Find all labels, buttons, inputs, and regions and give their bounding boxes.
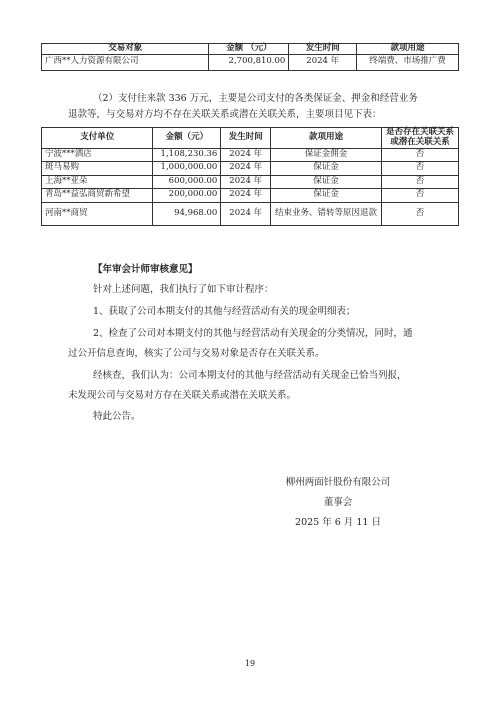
table-cell: 否 [382,175,459,189]
table-header-row [42,44,459,55]
table-cell: 河南**商贸 [42,202,153,225]
table-cell: 200,000.00 [153,189,221,203]
column-header: 交易对象 [42,44,209,55]
table-cell: 宁波***酒店 [42,148,153,162]
table-cell: 2024 年 [221,175,271,189]
payment-table [41,127,459,226]
column-header: 金额（元） [153,128,221,149]
table-cell: 广西**人力资源有限公司 [42,54,209,70]
header-line: 是否存在关联关系 [386,127,455,137]
transaction-table [41,43,459,71]
table-cell: 斑马易购 [42,162,153,176]
table-row [42,189,459,203]
table-cell: 1,108,230.36 [153,148,221,162]
paragraph-line: 退款等，与交易对方均不存在关联关系或潜在关联关系，主要项目见下表： [68,109,382,120]
table-cell: 否 [382,189,459,203]
table-row [42,148,459,162]
closing-text: 特此公告。 [93,411,141,422]
column-header [382,128,459,149]
auditor-opinion-heading: 【年审会计师审核意见】 [93,264,198,275]
table-cell: 保证金 [271,162,382,176]
page-number: 19 [244,659,256,668]
table-cell: 保证金 [271,189,382,203]
table-cell: 否 [382,202,459,225]
table-cell: 2024 年 [289,54,357,70]
column-header: 款项用途 [357,44,459,55]
paragraph-line: 未发现公司与交易对方存在关联关系或潜在关联关系。 [68,390,297,401]
table-cell: 保证金佣金 [271,148,382,162]
table-cell: 2024 年 [221,189,271,203]
table-cell: 94,968.00 [153,202,221,225]
signature-board: 董事会 [323,497,353,508]
table-cell: 上海**亚朵 [42,175,153,189]
column-header: 发生时间 [221,128,271,149]
paragraph-line: （2）支付往来款 336 万元，主要是公司支付的各类保证金、押金和经营业务 [93,93,418,104]
column-header: 支付单位 [42,128,153,149]
column-header: 款项用途 [271,128,382,149]
paragraph-line: 经核查，我们认为：公司本期支付的其他与经营活动有关现金已恰当列报， [93,370,407,381]
header-line: 或潜在关联关系 [390,136,450,147]
table-row [42,54,459,70]
paragraph-line: 2、检查了公司对本期支付的其他与经营活动有关现金的分类情况，同时，通 [93,328,413,339]
table-cell: 2024 年 [221,148,271,162]
column-header: 发生时间 [289,44,357,55]
table-cell: 终端费、市场推广费 [357,54,459,70]
table-row [42,162,459,176]
table-cell: 2024 年 [221,202,271,225]
table-cell: 600,000.00 [153,175,221,189]
table-cell: 否 [382,162,459,176]
table-header-row [42,128,459,149]
table-row [42,202,459,225]
table-cell: 保证金 [271,175,382,189]
column-header: 金额 （元） [209,44,289,55]
signature-company: 柳州两面针股份有限公司 [285,477,391,488]
signature-date: 2025 年 6 月 11 日 [295,517,381,528]
table-cell: 青岛**益弘商贸新希望 [42,189,153,203]
table-cell: 结束业务、错转等原因退款 [271,202,382,225]
paragraph-line: 针对上述问题，我们执行了如下审计程序： [93,284,274,295]
table-cell: 2024 年 [221,162,271,176]
paragraph-line: 过公开信息查询，核实了公司与交易对象是否存在关联关系。 [68,348,325,359]
paragraph-line: 1、获取了公司本期支付的其他与经营活动有关的现金明细表； [93,306,356,317]
table-row [42,175,459,189]
table-cell: 2,700,810.00 [209,54,289,70]
table-cell: 否 [382,148,459,162]
table-cell: 1,000,000.00 [153,162,221,176]
